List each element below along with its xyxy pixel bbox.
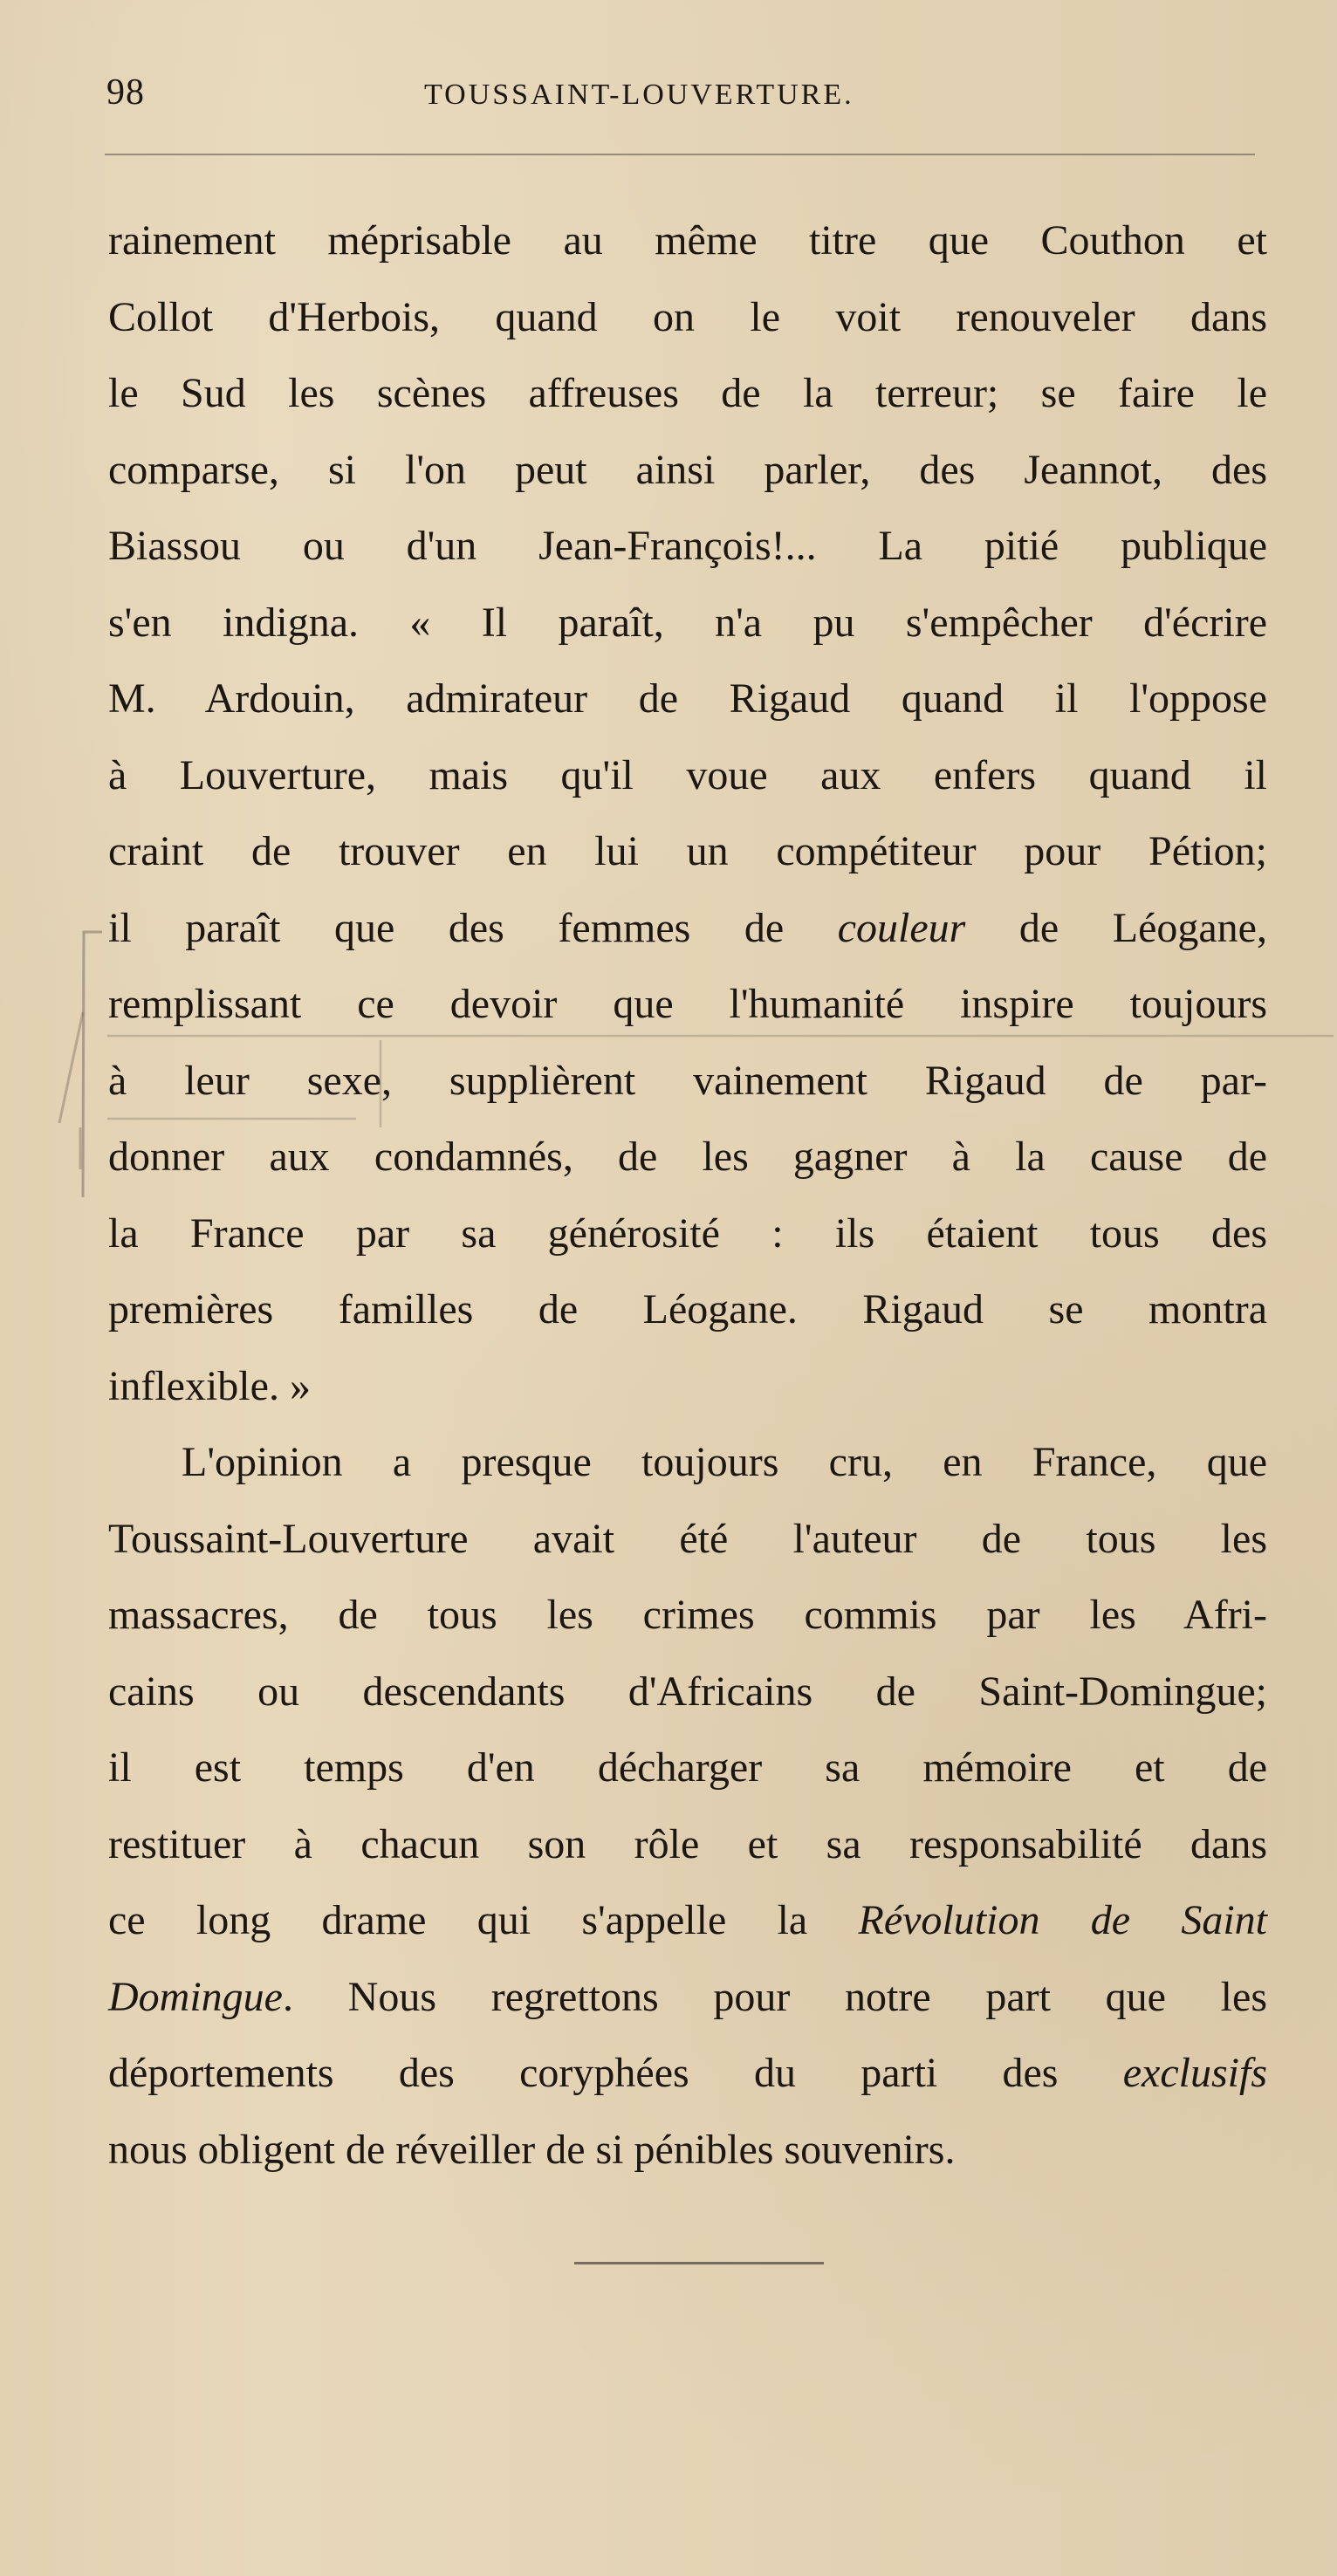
text-line: la France par sa générosité : ils étaient tous des [108, 1209, 1267, 1257]
text-line: donner aux condamnés, de les gagner à la cause de [108, 1134, 1267, 1180]
text-line: à Louverture, mais qu'il voue aux enfers quand il [108, 751, 1267, 798]
section-end-rule [574, 2262, 824, 2264]
text-line: craint de trouver en lui un compétiteur pour Pétion; [108, 828, 1267, 874]
text-line: nous obligent de réveiller de si pénibles souvenirs. [108, 2126, 956, 2173]
page-body [108, 202, 1267, 2188]
text-line: L'opinion a presque toujours cru, en France, que [182, 1439, 1267, 1485]
text-line: premières familles de Léogane. Rigaud se montra [108, 1286, 1267, 1333]
italic-text: couleur [837, 904, 966, 951]
text-line: rainement méprisable au même titre que Couthon et [108, 217, 1267, 264]
page-number: 98 [106, 72, 145, 113]
text-line: M. Ardouin, admirateur de Rigaud quand il l'oppose [108, 675, 1267, 722]
text-line: s'en indigna. « Il paraît, n'a pu s'empêcher d'écrire [108, 599, 1267, 646]
text-segment: ce long drame qui s'appelle la [108, 1897, 859, 1943]
text-line: à leur sexe, supplièrent vainement Rigaud de par- [108, 1057, 1267, 1104]
text-line: restituer à chacun son rôle et sa responsabilité dans [108, 1820, 1267, 1867]
text-line [108, 2035, 1267, 2112]
italic-text: Révolution de Saint [858, 1897, 1267, 1943]
text-line: Collot d'Herbois, quand on le voit renouveler dans [108, 293, 1267, 340]
text-line: massacres, de tous les crimes commis par les Afri- [108, 1592, 1267, 1638]
text-line: comparse, si l'on peut ainsi parler, des Jeannot, des [108, 446, 1267, 493]
text-line [108, 1882, 1267, 1959]
italic-text: Domingue [108, 1973, 283, 2020]
italic-text: exclusifs [1122, 2050, 1267, 2096]
header-rule [105, 154, 1255, 155]
running-head: TOUSSAINT-LOUVERTURE. [424, 79, 854, 111]
text-line: Biassou ou d'un Jean-François!... La pitié publique [108, 523, 1267, 569]
text-segment: de Léogane, [965, 904, 1267, 951]
text-line: Toussaint-Louverture avait été l'auteur de tous les [108, 1515, 1267, 1562]
page-header [106, 72, 1257, 124]
text-line [108, 1959, 1267, 2036]
text-line: remplissant ce devoir que l'humanité inspire toujours [108, 981, 1267, 1027]
text-segment: . Nous regrettons pour notre part que les [282, 1973, 1267, 2020]
text-line: il est temps d'en décharger sa mémoire et de [108, 1744, 1267, 1791]
text-segment: il paraît que des femmes de [108, 904, 838, 951]
text-segment: déportements des coryphées du parti des [108, 2050, 1123, 2096]
text-line [108, 890, 1267, 967]
text-line: cains ou descendants d'Africains de Saint-Domingue; [108, 1668, 1267, 1715]
text-line: inflexible. » [108, 1362, 311, 1409]
text-line: le Sud les scènes affreuses de la terreur; se faire le [108, 370, 1267, 416]
